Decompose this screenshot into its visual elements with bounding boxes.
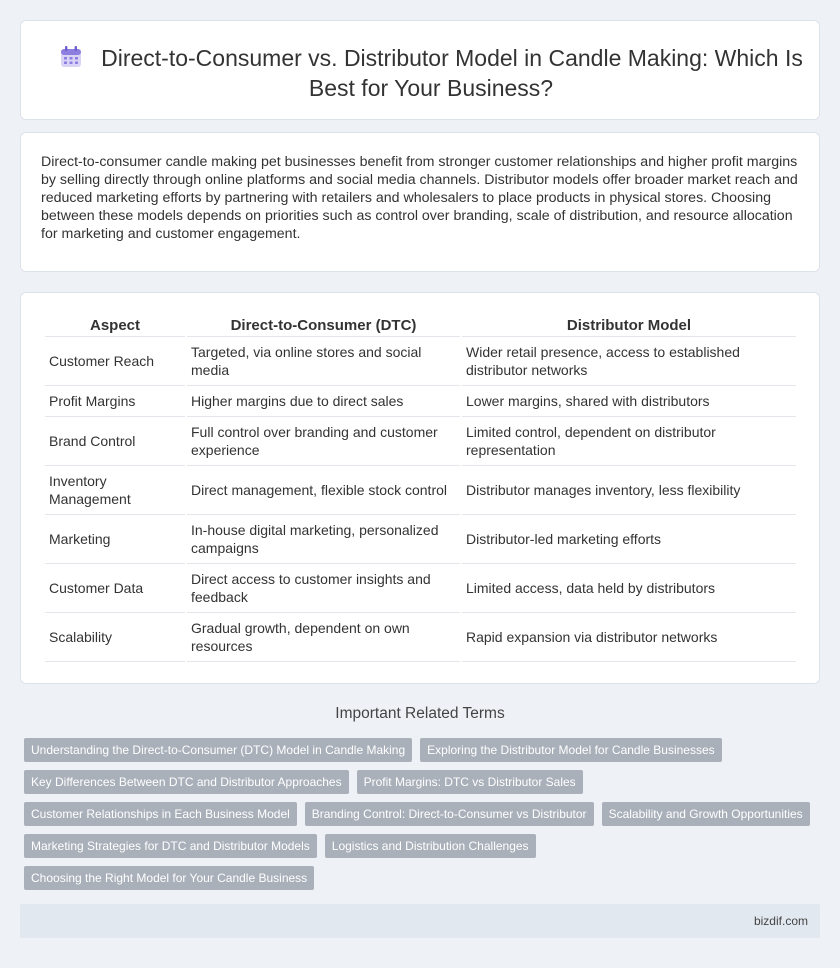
related-term-tag[interactable]: Branding Control: Direct-to-Consumer vs Distributor — [305, 802, 594, 826]
intro-text: Direct-to-consumer candle making pet businesses benefit from stronger customer relationships and higher profit margins by selling directly through online platforms and social media channels. Distributor models offer broader market reach and reduced marketing efforts by partnering with retailers and wholesalers to place products in physical stores. Choosing between these models depends on priorities such as control over branding, scale of distribution, and resource allocation for marketing and customer engagement. — [41, 154, 798, 242]
table-cell: Full control over branding and customer experience — [187, 417, 460, 466]
table-row — [45, 515, 796, 564]
intro-card — [20, 132, 820, 272]
related-term-tag[interactable]: Logistics and Distribution Challenges — [325, 834, 536, 858]
table-cell: Targeted, via online stores and social media — [187, 337, 460, 386]
footer-site-link[interactable]: bizdif.com — [753, 914, 808, 928]
tag-row — [24, 770, 824, 794]
table-cell: Scalability — [45, 613, 185, 662]
related-term-tag[interactable]: Key Differences Between DTC and Distributor Approaches — [24, 770, 349, 794]
table-cell: Marketing — [45, 515, 185, 564]
comparison-table — [43, 315, 798, 662]
tag-row — [24, 802, 824, 826]
table-cell: Rapid expansion via distributor networks — [462, 613, 796, 662]
related-terms-title: Important Related Terms — [335, 705, 505, 722]
related-terms-list — [24, 738, 824, 898]
table-row — [45, 564, 796, 613]
table-header-row — [45, 315, 796, 337]
table-cell: In-house digital marketing, personalized campaigns — [187, 515, 460, 564]
table-cell: Higher margins due to direct sales — [187, 386, 460, 417]
related-term-tag[interactable]: Understanding the Direct-to-Consumer (DTC) Model in Candle Making — [24, 738, 412, 762]
tag-row — [24, 866, 824, 890]
header-card — [20, 20, 820, 120]
table-cell: Limited control, dependent on distributor representation — [462, 417, 796, 466]
related-term-tag[interactable]: Scalability and Growth Opportunities — [602, 802, 810, 826]
table-row — [45, 417, 796, 466]
table-cell: Limited access, data held by distributors — [462, 564, 796, 613]
page-title-wrap — [51, 43, 811, 103]
table-cell: Inventory Management — [45, 466, 185, 515]
table-row — [45, 337, 796, 386]
calendar-icon — [59, 45, 83, 69]
table-header: Distributor Model — [462, 315, 796, 337]
table-cell: Wider retail presence, access to established distributor networks — [462, 337, 796, 386]
table-row — [45, 613, 796, 662]
table-cell: Gradual growth, dependent on own resources — [187, 613, 460, 662]
table-header: Direct-to-Consumer (DTC) — [187, 315, 460, 337]
table-cell: Direct management, flexible stock control — [187, 466, 460, 515]
table-cell: Profit Margins — [45, 386, 185, 417]
related-term-tag[interactable]: Exploring the Distributor Model for Candle Businesses — [420, 738, 721, 762]
table-header: Aspect — [45, 315, 185, 337]
table-cell: Customer Reach — [45, 337, 185, 386]
related-term-tag[interactable]: Marketing Strategies for DTC and Distributor Models — [24, 834, 317, 858]
table-cell: Distributor manages inventory, less flexibility — [462, 466, 796, 515]
page-title: Direct-to-Consumer vs. Distributor Model in Candle Making: Which Is Best for Your Business? — [101, 45, 803, 101]
tag-row — [24, 834, 824, 858]
table-cell: Customer Data — [45, 564, 185, 613]
related-term-tag[interactable]: Customer Relationships in Each Business Model — [24, 802, 297, 826]
comparison-table-card — [20, 292, 820, 684]
table-cell: Direct access to customer insights and feedback — [187, 564, 460, 613]
footer — [20, 904, 820, 938]
table-cell: Distributor-led marketing efforts — [462, 515, 796, 564]
related-term-tag[interactable]: Choosing the Right Model for Your Candle Business — [24, 866, 314, 890]
table-cell: Lower margins, shared with distributors — [462, 386, 796, 417]
table-cell: Brand Control — [45, 417, 185, 466]
related-term-tag[interactable]: Profit Margins: DTC vs Distributor Sales — [357, 770, 583, 794]
tag-row — [24, 738, 824, 762]
table-row — [45, 386, 796, 417]
table-row — [45, 466, 796, 515]
